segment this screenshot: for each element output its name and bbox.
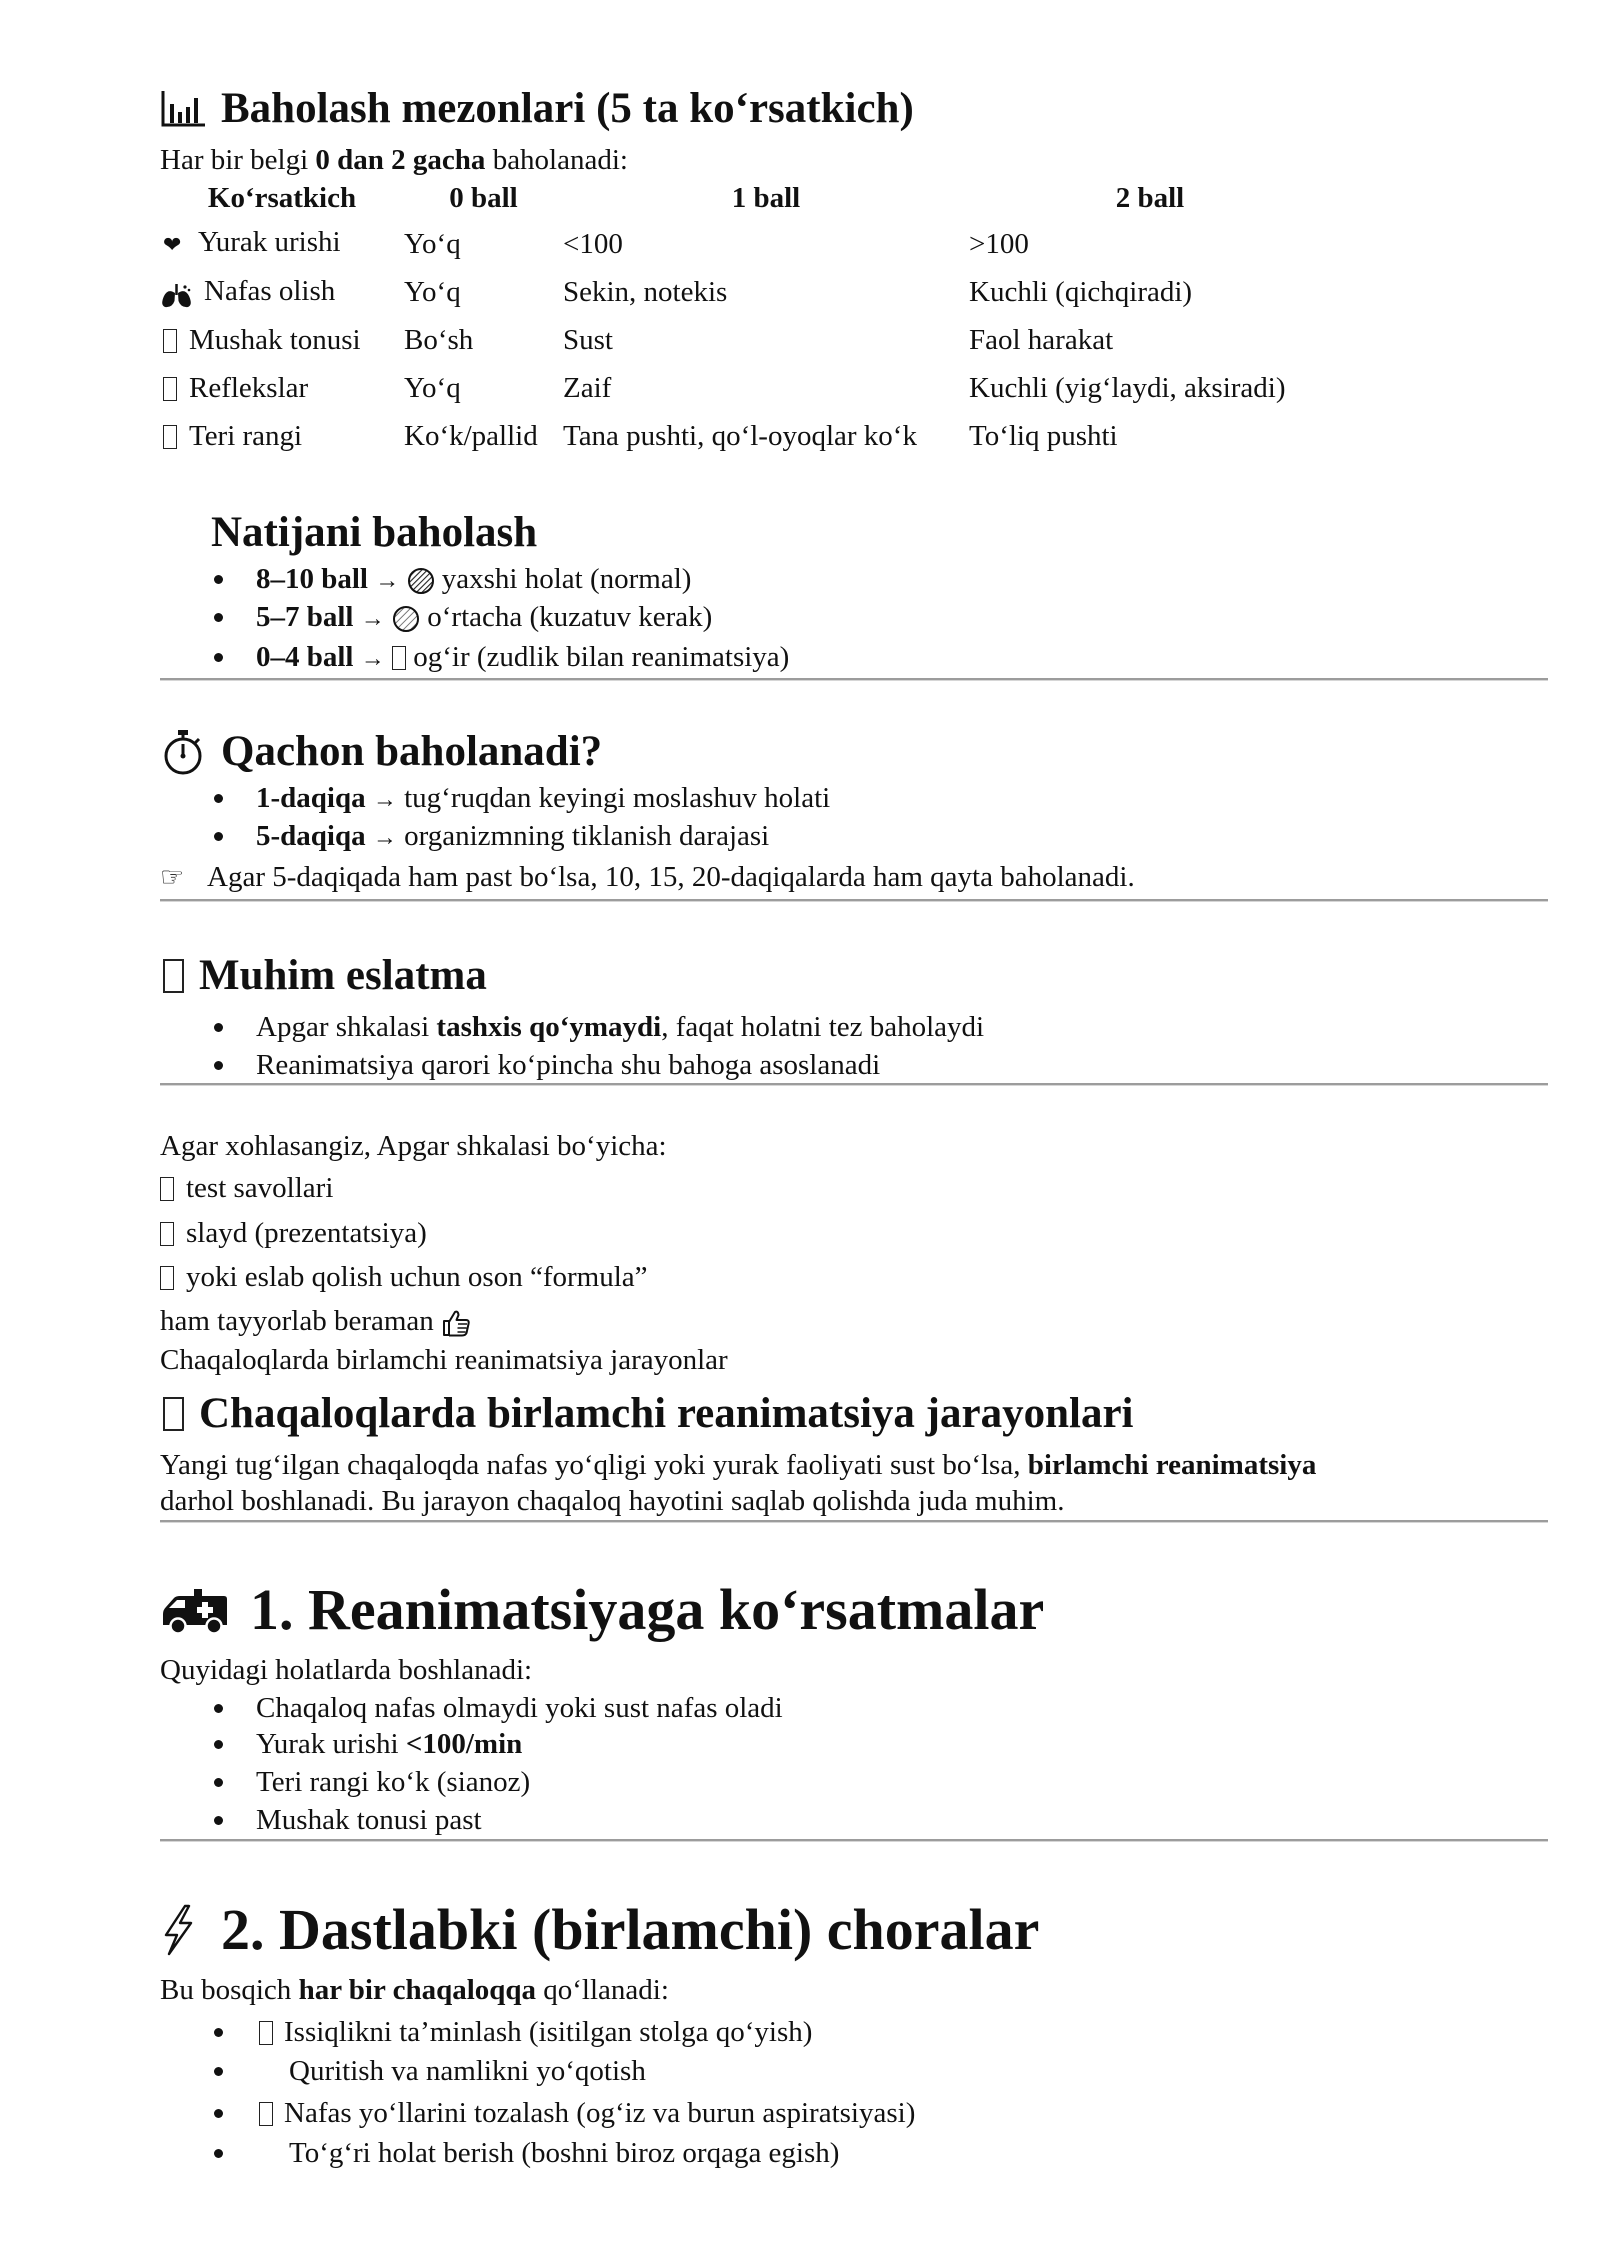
timing-heading bbox=[160, 726, 602, 778]
important-heading bbox=[160, 950, 487, 1002]
arrow: → bbox=[360, 606, 385, 632]
bullet bbox=[214, 638, 256, 676]
item-text: Quritish va namlikni yoʻqotish bbox=[289, 2055, 646, 2087]
score-range: 5–7 ball bbox=[256, 601, 354, 633]
indicator-cell bbox=[160, 316, 404, 364]
bullet bbox=[214, 1008, 256, 1046]
scoring-intro bbox=[160, 141, 628, 179]
arrow: → bbox=[375, 568, 400, 594]
bullet bbox=[214, 1046, 256, 1084]
bullet bbox=[214, 560, 256, 598]
paragraph-emphasis: birlamchi reanimatsiya bbox=[1027, 1449, 1317, 1481]
timing-text: tugʻruqdan keyingi moslashuv holati bbox=[404, 782, 831, 814]
table-row bbox=[160, 268, 1331, 316]
column-header: 2 ball bbox=[1115, 182, 1185, 214]
intro-text: baholanadi: bbox=[485, 144, 628, 176]
arrow: → bbox=[372, 825, 397, 851]
indicator-cell bbox=[160, 220, 404, 268]
list-item bbox=[214, 2134, 839, 2172]
table-row bbox=[160, 220, 1331, 268]
scoring-title: Baholash mezonlari (5 ta koʻrsatkich) bbox=[221, 85, 914, 132]
yellow-circle-icon bbox=[392, 601, 420, 633]
item-text: Chaqaloq nafas olmaydi yoki sust nafas oladi bbox=[256, 1692, 783, 1724]
note-text: Agar 5-daqiqada ham past boʻlsa, 10, 15, 20-daqiqalarda ham qayta baholanadi. bbox=[207, 861, 1135, 893]
arrow: → bbox=[360, 646, 385, 672]
minute-label: 1-daqiqa bbox=[256, 782, 366, 814]
paragraph-line bbox=[160, 1446, 1316, 1484]
indicator-label: Teri rangi bbox=[189, 420, 303, 452]
item-emphasis: <100/min bbox=[405, 1728, 523, 1760]
table-cell: Boʻsh bbox=[404, 324, 474, 356]
indicator-label: Nafas olish bbox=[204, 274, 336, 307]
item-text: Reanimatsiya qarori koʻpincha shu bahoga asoslanadi bbox=[256, 1049, 881, 1081]
bullet bbox=[214, 779, 256, 817]
column-header: 1 ball bbox=[731, 182, 801, 214]
indicator-label: Reflekslar bbox=[189, 372, 309, 404]
list-item bbox=[214, 1689, 783, 1727]
stopwatch-icon bbox=[160, 728, 221, 776]
table-cell: Zaif bbox=[563, 372, 612, 404]
table-row bbox=[160, 316, 1331, 364]
table-row bbox=[160, 364, 1331, 412]
intro-text: Har bir belgi bbox=[160, 144, 316, 176]
list-item bbox=[214, 638, 789, 676]
scoring-heading bbox=[160, 83, 914, 135]
list-item bbox=[214, 2013, 812, 2051]
paragraph-text: Yangi tugʻilgan chaqaloqda nafas yoʻqligi yoki yurak faoliyati sust boʻlsa, bbox=[160, 1449, 1028, 1481]
missing-glyph-icon bbox=[259, 2021, 273, 2045]
list-item bbox=[214, 1763, 530, 1801]
option-text: test savollari bbox=[186, 1172, 334, 1204]
list-item bbox=[214, 2052, 646, 2090]
intro-emphasis: har bir chaqaloqqa bbox=[298, 1974, 537, 2006]
item-text: Issiqlikni taʼminlash (isitilgan stolga qoʻyish) bbox=[284, 2016, 813, 2048]
missing-glyph-icon bbox=[163, 329, 177, 353]
offer-closing bbox=[160, 1302, 471, 1340]
bullet bbox=[214, 2013, 256, 2051]
list-item bbox=[214, 1801, 482, 1839]
missing-glyph-icon bbox=[160, 1397, 199, 1431]
thumbs-up-icon bbox=[441, 1305, 471, 1337]
score-range: 8–10 ball bbox=[256, 563, 368, 595]
result-text: ogʻir (zudlik bilan reanimatsiya) bbox=[413, 641, 790, 673]
bullet bbox=[214, 1763, 256, 1801]
pointing-hand-icon: ☞ bbox=[160, 862, 185, 893]
table-cell: Tana pushti, qoʻl-oyoqlar koʻk bbox=[563, 420, 917, 452]
result-text: oʻrtacha (kuzatuv kerak) bbox=[427, 601, 713, 633]
list-item bbox=[214, 2094, 915, 2132]
divider bbox=[160, 1839, 1548, 1842]
indications-title: 1. Reanimatsiyaga koʻrsatmalar bbox=[250, 1577, 1045, 1642]
table-cell: Faol harakat bbox=[969, 324, 1114, 356]
missing-glyph-icon bbox=[160, 1177, 174, 1201]
item-text: Teri rangi koʻk (sianoz) bbox=[256, 1766, 531, 1798]
score-range: 0–4 ball bbox=[256, 641, 354, 673]
list-item bbox=[214, 779, 830, 817]
table-cell: Koʻk/pallid bbox=[404, 420, 538, 452]
bullet bbox=[214, 1801, 256, 1839]
initial-measures-intro bbox=[160, 1971, 669, 2009]
list-item bbox=[214, 817, 769, 855]
initial-measures-heading bbox=[160, 1896, 1039, 1964]
divider bbox=[160, 899, 1548, 902]
missing-glyph-icon bbox=[160, 959, 199, 993]
paragraph-line: darhol boshlanadi. Bu jarayon chaqaloq hayotini saqlab qolishda juda muhim. bbox=[160, 1485, 1065, 1517]
intro-text: qoʻllanadi: bbox=[536, 1974, 669, 2006]
offer-option bbox=[160, 1169, 333, 1207]
initial-measures-title: 2. Dastlabki (birlamchi) choralar bbox=[221, 1897, 1040, 1962]
table-header-row bbox=[160, 176, 1331, 220]
closing-text: ham tayyorlab beraman bbox=[160, 1305, 434, 1337]
bullet bbox=[214, 1689, 256, 1727]
bullet bbox=[214, 2134, 256, 2172]
timing-text: organizmning tiklanish darajasi bbox=[404, 820, 770, 852]
lightning-icon bbox=[160, 1904, 221, 1956]
column-header: Koʻrsatkich bbox=[207, 182, 357, 214]
missing-glyph-icon bbox=[160, 1266, 174, 1290]
offer-option bbox=[160, 1258, 648, 1296]
bullet bbox=[214, 817, 256, 855]
missing-glyph-icon bbox=[392, 646, 406, 670]
indicator-label: Mushak tonusi bbox=[189, 324, 361, 356]
indicator-cell bbox=[160, 268, 404, 316]
divider bbox=[160, 1083, 1548, 1086]
heart-icon: ❤ bbox=[163, 232, 182, 258]
missing-glyph-icon bbox=[163, 377, 177, 401]
item-text: Apgar shkalasi bbox=[256, 1011, 437, 1043]
divider bbox=[160, 678, 1548, 681]
table-cell: Kuchli (yigʻlaydi, aksiradi) bbox=[969, 372, 1286, 404]
divider bbox=[160, 1520, 1548, 1523]
table-cell: >100 bbox=[969, 228, 1029, 260]
lungs-icon bbox=[160, 274, 204, 312]
missing-glyph-icon bbox=[160, 1222, 174, 1246]
indicator-label: Yurak urishi bbox=[198, 226, 341, 259]
arrow: → bbox=[372, 787, 397, 813]
indications-intro: Quyidagi holatlarda boshlanadi: bbox=[160, 1654, 533, 1686]
timing-note bbox=[160, 858, 1135, 896]
item-text: Mushak tonusi past bbox=[256, 1804, 482, 1836]
offer-option bbox=[160, 1214, 427, 1252]
bar-chart-icon bbox=[160, 90, 221, 128]
list-item bbox=[214, 560, 691, 598]
missing-glyph-icon bbox=[259, 2102, 273, 2126]
table-cell: Yoʻq bbox=[404, 228, 461, 260]
table-cell: Yoʻq bbox=[404, 276, 461, 308]
item-text: Nafas yoʻllarini tozalash (ogʻiz va burun aspiratsiyasi) bbox=[284, 2097, 916, 2129]
table-cell: <100 bbox=[563, 228, 623, 260]
item-text: Toʻgʻri holat berish (boshni biroz orqaga egish) bbox=[289, 2137, 840, 2169]
results-heading: Natijani baholash bbox=[211, 509, 538, 556]
important-title: Muhim eslatma bbox=[199, 952, 487, 999]
list-item bbox=[214, 1046, 880, 1084]
ambulance-icon bbox=[160, 1584, 250, 1636]
offer-intro: Agar xohlasangiz, Apgar shkalasi boʻyicha: bbox=[160, 1130, 667, 1162]
list-item bbox=[214, 1725, 522, 1763]
minute-label: 5-daqiqa bbox=[256, 820, 366, 852]
apgar-criteria-table bbox=[160, 176, 1331, 460]
resuscitation-heading bbox=[160, 1388, 1133, 1440]
indications-heading bbox=[160, 1576, 1044, 1644]
resuscitation-title: Chaqaloqlarda birlamchi reanimatsiya jarayonlari bbox=[199, 1390, 1134, 1437]
indicator-cell bbox=[160, 364, 404, 412]
table-cell: Sust bbox=[563, 324, 613, 356]
result-text: yaxshi holat (normal) bbox=[441, 563, 692, 595]
bullet bbox=[214, 1725, 256, 1763]
table-cell: Kuchli (qichqiradi) bbox=[969, 276, 1193, 308]
table-cell: Yoʻq bbox=[404, 372, 461, 404]
item-text: Yurak urishi bbox=[256, 1728, 406, 1760]
green-circle-icon bbox=[407, 563, 435, 595]
bullet bbox=[214, 598, 256, 636]
column-header: 0 ball bbox=[449, 182, 518, 214]
bullet bbox=[214, 2094, 256, 2132]
indicator-cell bbox=[160, 412, 404, 460]
missing-glyph-icon bbox=[163, 425, 177, 449]
item-text: , faqat holatni tez baholaydi bbox=[661, 1011, 985, 1043]
table-cell: Sekin, notekis bbox=[563, 276, 728, 308]
timing-title: Qachon baholanadi? bbox=[221, 728, 603, 775]
table-row bbox=[160, 412, 1331, 460]
item-emphasis: tashxis qoʻymaydi bbox=[436, 1011, 662, 1043]
bullet bbox=[214, 2052, 256, 2090]
intro-text: Bu bosqich bbox=[160, 1974, 299, 2006]
list-item bbox=[214, 598, 712, 636]
list-item bbox=[214, 1008, 984, 1046]
option-text: yoki eslab qolish uchun oson “formula” bbox=[186, 1261, 648, 1293]
table-cell: Toʻliq pushti bbox=[969, 420, 1118, 452]
intro-emphasis: 0 dan 2 gacha bbox=[315, 144, 486, 176]
option-text: slayd (prezentatsiya) bbox=[186, 1217, 427, 1249]
next-topic-line: Chaqaloqlarda birlamchi reanimatsiya jarayonlar bbox=[160, 1344, 728, 1376]
